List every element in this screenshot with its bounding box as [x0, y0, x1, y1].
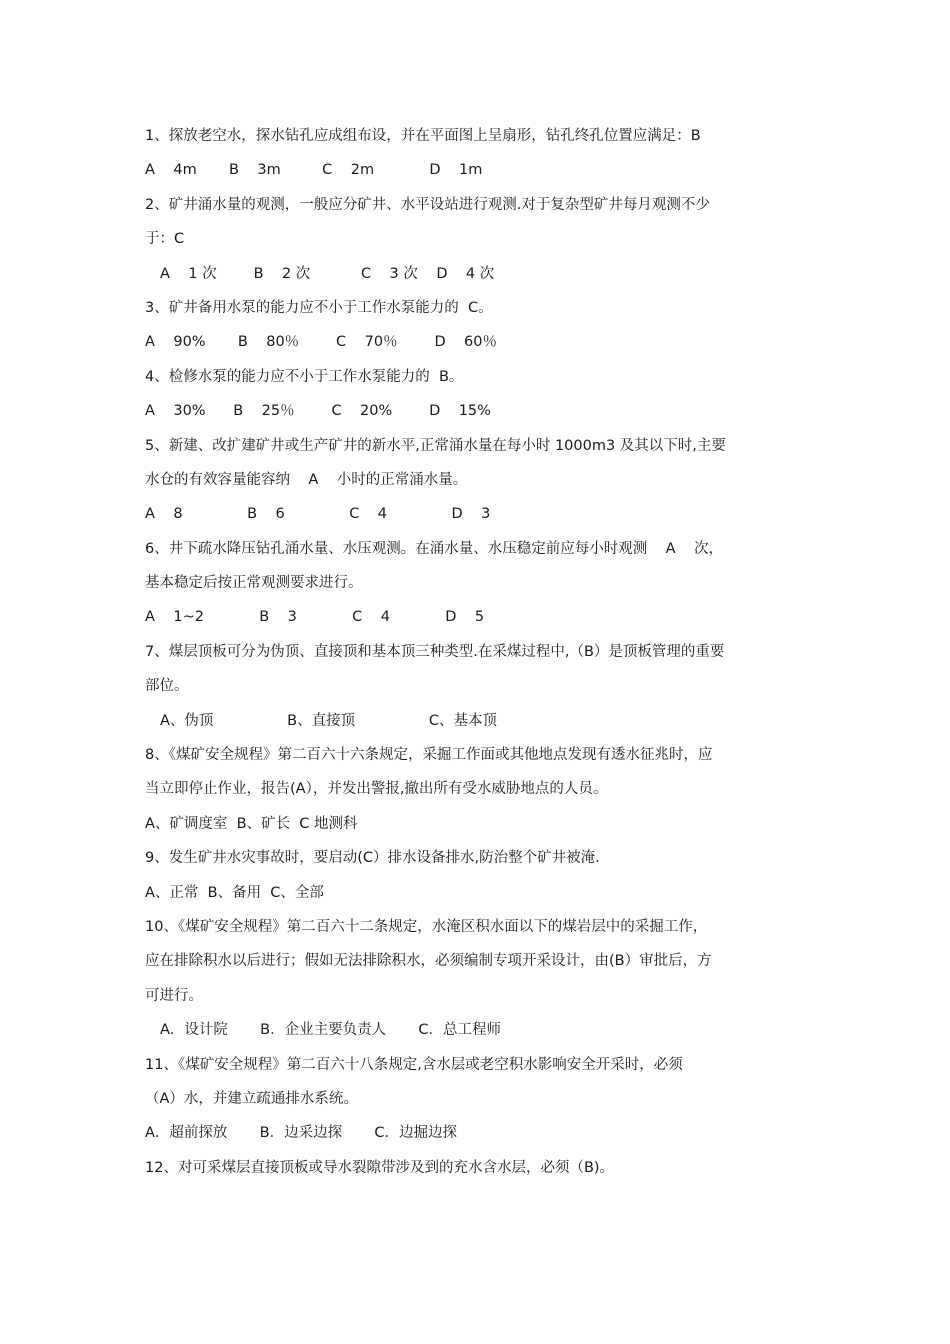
- question-10-text: 10、《煤矿安全规程》第二百六十二条规定，水淹区积水面以下的煤岩层中的采掘工作，: [145, 918, 708, 935]
- question-11-text: 11、《煤矿安全规程》第二百六十八条规定,含水层或老空积水影响安全开采时，必须: [145, 1056, 683, 1073]
- question-12-text: 12、对可采煤层直接顶板或导水裂隙带涉及到的充水含水层，必须（B)。: [145, 1159, 615, 1176]
- question-5-text: 5、新建、改扩建矿井或生产矿井的新水平,正常涌水量在每小时 1000m3 及其以下时,主要: [145, 437, 726, 454]
- question-11-options: A．超前探放 B．边采边探 C．边掘边探: [145, 1125, 458, 1142]
- question-8-text: 8、《煤矿安全规程》第二百六十六条规定，采掘工作面或其他地点发现有透水征兆时，应: [145, 747, 713, 764]
- question-7-text-cont: 部位。: [145, 678, 189, 695]
- question-2-text-cont: 于：C: [145, 231, 185, 248]
- question-5-text-cont: 水仓的有效容量能容纳 A 小时的正常涌水量。: [145, 471, 468, 488]
- question-8-options: A、矿调度室 B、矿长 C 地测科: [145, 815, 358, 832]
- question-4-text: 4、检修水泵的能力应不小于工作水泵能力的 B。: [145, 368, 464, 385]
- question-6-text: 6、井下疏水降压钻孔涌水量、水压观测。在涌水量、水压稳定前应每小时观测 A 次，: [145, 540, 724, 557]
- question-10-text-cont: 应在排除积水以后进行；假如无法排除积水，必须编制专项开采设计，由(B）审批后，方: [145, 953, 712, 970]
- question-7-text: 7、煤层顶板可分为伪顶、直接顶和基本顶三种类型.在采煤过程中,（B）是顶板管理的重要: [145, 643, 725, 660]
- question-9-options: A、正常 B、备用 C、全部: [145, 884, 324, 901]
- question-10-options: A．设计院 B．企业主要负责人 C．总工程师: [160, 1022, 502, 1039]
- question-7-options: A、伪顶 B、直接顶 C、基本顶: [160, 712, 497, 729]
- question-10-text-cont-2: 可进行。: [145, 987, 203, 1004]
- question-list: [145, 119, 815, 1185]
- question-4-options: A 30% B 25％ C 20% D 15%: [145, 403, 491, 420]
- question-1-options: A 4m B 3m C 2m D 1m: [145, 162, 483, 179]
- question-2-options: A 1 次 B 2 次 C 3 次 D 4 次: [160, 265, 495, 282]
- question-9-text: 9、发生矿井水灾事故时，要启动(C）排水设备排水,防治整个矿井被淹.: [145, 850, 600, 867]
- question-2-text: 2、矿井涌水量的观测，一般应分矿井、水平设站进行观测.对于复杂型矿井每月观测不少: [145, 196, 710, 213]
- question-3-text: 3、矿井备用水泵的能力应不小于工作水泵能力的 C。: [145, 299, 493, 316]
- question-8-text-cont: 当立即停止作业，报告(A），并发出警报,撤出所有受水威胁地点的人员。: [145, 781, 608, 798]
- question-5-options: A 8 B 6 C 4 D 3: [145, 506, 491, 523]
- question-1-text: 1、探放老空水，探水钻孔应成组布设，并在平面图上呈扇形，钻孔终孔位置应满足：B: [145, 128, 701, 144]
- question-11-text-cont: （A）水，并建立疏通排水系统。: [145, 1090, 358, 1107]
- question-3-options: A 90% B 80％ C 70％ D 60％: [145, 334, 497, 351]
- question-6-options: A 1~2 B 3 C 4 D 5: [145, 609, 485, 626]
- question-6-text-cont: 基本稳定后按正常观测要求进行。: [145, 575, 363, 592]
